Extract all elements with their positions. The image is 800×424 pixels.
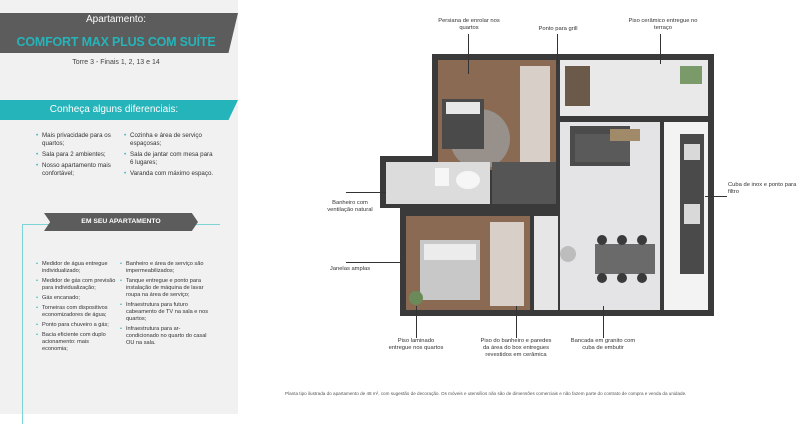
- list-item: • Mais privacidade para os quartos;: [36, 132, 118, 148]
- callout-janelas: Janelas amplas: [329, 266, 371, 272]
- list-item: • Torneiras com dispositivos economizadores de água;: [36, 305, 116, 319]
- leader-line: [557, 34, 558, 64]
- page-title: COMFORT MAX PLUS COM SUÍTE: [16, 35, 216, 49]
- leader-line: [346, 262, 402, 263]
- list-item: • Bacia eficiente com duplo acionamento: mais economia;: [36, 332, 116, 353]
- leader-line: [468, 34, 469, 74]
- list-item: • Nosso apartamento mais confortável;: [36, 162, 118, 178]
- footnote: Planta tipo ilustrada do apartamento de 48 m², com sugestão de decoração. Os móveis e utensílios não são de dimensões comerciais e não fazem parte do contrato de compra e venda da unidade.: [285, 391, 687, 396]
- callout-banheiro: Banheiro com ventilação natural: [327, 200, 373, 214]
- leader-line: [660, 34, 661, 64]
- list-item: • Sala de jantar com mesa para 6 lugares;: [124, 151, 214, 167]
- callout-cuba: Cuba de inox e ponto para filtro: [728, 182, 797, 196]
- differentials-left-list: [36, 132, 118, 181]
- leader-line: [603, 306, 604, 338]
- list-item: • Varanda com máximo espaço.: [124, 170, 214, 178]
- list-item: • Banheiro e área de serviço são impermeabilizados;: [120, 261, 212, 275]
- callout-grill: Ponto para grill: [538, 26, 578, 32]
- list-item: • Infraestrutura para futuro cabeamento de TV na sala e nos quartos;: [120, 302, 212, 323]
- tower-subtitle: Torre 3 - Finais 1, 2, 13 e 14: [72, 59, 160, 66]
- leader-line: [705, 196, 727, 197]
- list-item: • Medidor de gás com previsão para individualização;: [36, 278, 116, 292]
- list-item: • Gás encanado;: [36, 295, 116, 302]
- differentials-right-list: [124, 132, 214, 181]
- apartment-right-list: [120, 261, 212, 350]
- header-label: Apartamento:: [85, 14, 147, 25]
- floor-plan: [380, 44, 720, 334]
- leader-line: [346, 192, 386, 193]
- list-item: • Medidor de água entregue individualizado;: [36, 261, 116, 275]
- differentials-title: Conheça alguns diferenciais:: [49, 104, 179, 115]
- apartment-title: EM SEU APARTAMENTO: [81, 218, 161, 225]
- callout-persiana: Persiana de enrolar nos quartos: [438, 18, 500, 32]
- callout-laminado: Piso laminado entregue nos quartos: [388, 338, 444, 352]
- list-item: • Ponto para chuveiro a gás;: [36, 322, 116, 329]
- list-item: • Cozinha e área de serviço espaçosas;: [124, 132, 214, 148]
- callout-piso-banheiro: Piso do banheiro e paredes da área do box entregues revestidos em cerâmica: [480, 338, 552, 359]
- apartment-left-list: [36, 261, 116, 356]
- callout-bancada: Bancada em granito com cuba de embutir: [570, 338, 636, 352]
- sidebar-panel: [0, 0, 238, 414]
- leader-line: [416, 306, 417, 338]
- service-area: [534, 216, 558, 310]
- leader-line: [516, 306, 517, 338]
- list-item: • Sala para 2 ambientes;: [36, 151, 118, 159]
- list-item: • Infraestrutura para ar-condicionado no quarto do casal OU na sala.: [120, 326, 212, 347]
- list-item: • Tanque entregue e ponto para instalação de máquina de lavar roupa na área de serviço;: [120, 278, 212, 299]
- callout-piso-ceramico: Piso cerâmico entregue no terraço: [628, 18, 698, 32]
